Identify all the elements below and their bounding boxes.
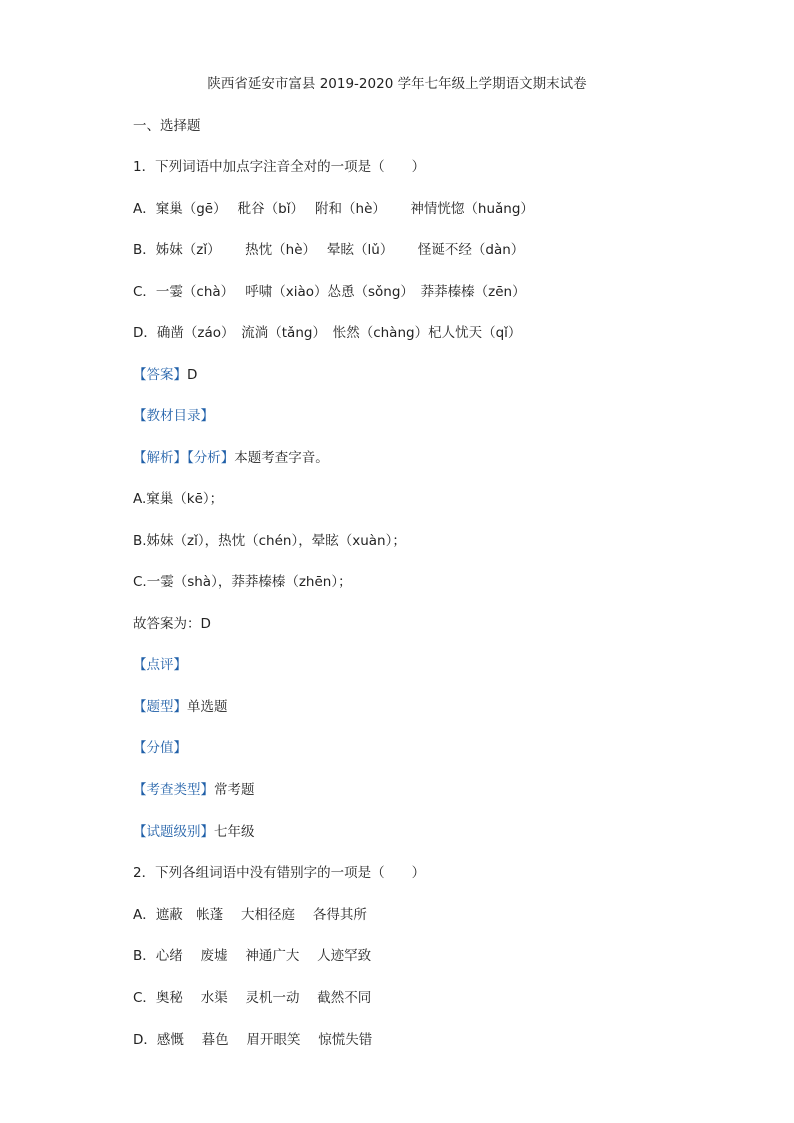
section-heading: 一、选择题 bbox=[133, 118, 201, 134]
question-1-option-a: A．窠巢（gē） 秕谷（bǐ） 附和（hè） 神情恍惚（huǎng） bbox=[133, 201, 534, 217]
comment-line bbox=[133, 656, 187, 674]
question-type-value: 单选题 bbox=[187, 699, 228, 715]
question-1-stem: 1．下列词语中加点字注音全对的一项是（ ） bbox=[133, 159, 426, 175]
question-2-option-b: B．心绪 废墟 神通广大 人迹罕致 bbox=[133, 948, 372, 964]
catalog-line bbox=[133, 407, 214, 425]
level-tag: 【试题级别】 bbox=[133, 824, 214, 840]
question-1-option-c: C．一霎（chà） 呼啸（xiào）怂恿（sǒng） 莽莽榛榛（zēn） bbox=[133, 284, 526, 300]
exam-type-line bbox=[133, 781, 255, 799]
question-2-option-d: D．感慨 暮色 眉开眼笑 惊慌失错 bbox=[133, 1032, 373, 1048]
score-tag: 【分值】 bbox=[133, 740, 187, 756]
question-2-stem: 2．下列各组词语中没有错别字的一项是（ ） bbox=[133, 865, 426, 881]
score-line bbox=[133, 739, 187, 757]
question-1-option-d: D．确凿（záo） 流淌（tǎng） 怅然（chàng）杞人忧天（qǐ） bbox=[133, 325, 522, 341]
catalog-tag: 【教材目录】 bbox=[133, 408, 214, 424]
question-2-option-c: C．奥秘 水渠 灵机一动 截然不同 bbox=[133, 990, 372, 1006]
analysis-detail-c: C.一霎（shà），莽莽榛榛（zhēn）； bbox=[133, 574, 352, 590]
question-type-tag: 【题型】 bbox=[133, 699, 187, 715]
answer-line bbox=[133, 366, 197, 384]
analysis-tag: 【解析】【分析】 bbox=[133, 450, 235, 466]
answer-tag: 【答案】 bbox=[133, 367, 187, 383]
level-value: 七年级 bbox=[214, 824, 255, 840]
question-type-line bbox=[133, 698, 228, 716]
question-2-option-a: A．遮蔽 帐蓬 大相径庭 各得其所 bbox=[133, 907, 367, 923]
level-line bbox=[133, 823, 255, 841]
question-1-option-b: B．姊妹（zǐ） 热忱（hè） 晕眩（lǔ） 怪诞不经（dàn） bbox=[133, 242, 525, 258]
conclusion-line: 故答案为：D bbox=[133, 616, 211, 632]
analysis-detail-b: B.姊妹（zǐ），热忱（chén），晕眩（xuàn）； bbox=[133, 533, 406, 549]
comment-tag: 【点评】 bbox=[133, 657, 187, 673]
analysis-detail-a: A.窠巢（kē）； bbox=[133, 491, 224, 507]
analysis-text: 本题考查字音。 bbox=[234, 450, 329, 466]
exam-type-tag: 【考查类型】 bbox=[133, 782, 214, 798]
document-title: 陕西省延安市富县 2019-2020 学年七年级上学期语文期末试卷 bbox=[207, 76, 587, 92]
analysis-line bbox=[133, 449, 329, 467]
exam-type-value: 常考题 bbox=[214, 782, 255, 798]
answer-value: D bbox=[187, 367, 198, 383]
